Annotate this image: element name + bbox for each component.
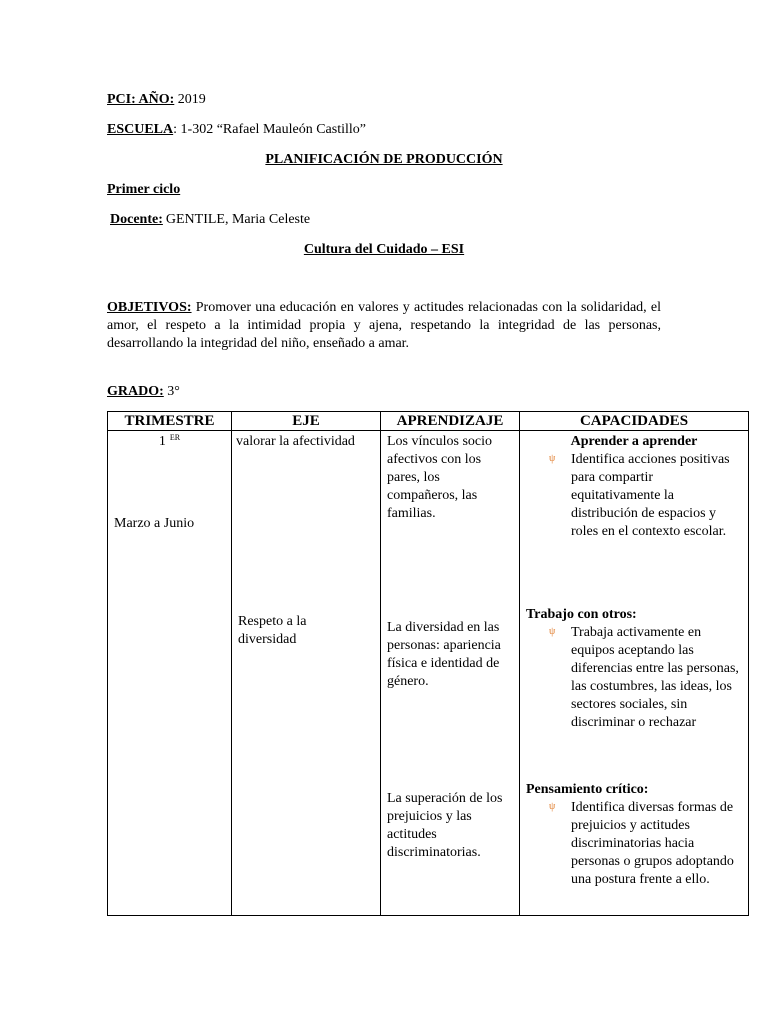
header-capacidades: CAPACIDADES [520,412,749,431]
eje-item: Respeto a la diversidad [238,614,307,647]
escuela-value: : 1-302 “Rafael Mauleón Castillo” [173,122,366,137]
aprendizaje-item: La diversidad en las personas: apariencia física e identidad de género. [387,620,501,689]
trimestre-period: Marzo a Junio [114,516,195,531]
flame-bullet-icon: ψ [549,453,556,464]
pci-line [107,91,206,109]
docente-label: Docente: [110,212,163,227]
objetivos-paragraph [107,299,661,353]
header-aprendizaje: APRENDIZAJE [381,412,520,431]
page-title: PLANIFICACIÓN DE PRODUCCIÓN [265,152,503,167]
capacidad-title: Trabajo con otros: [526,607,637,622]
capacidad-item: Trabaja activamente en equipos aceptando las diferencias entre las personas, las costumbres, las ideas, los sectores sociales, sin discriminar o rechazar [571,625,739,730]
trimestre-suffix: ER [169,433,181,442]
pci-value: 2019 [174,92,206,107]
aprendizaje-cell [381,431,520,916]
escuela-line [107,121,366,139]
planning-table [107,411,749,916]
aprendizaje-item: Los vínculos socio afectivos con los pares, los compañeros, las familias. [387,434,492,521]
table-row [108,431,749,916]
capacidad-title: Aprender a aprender [570,434,698,449]
aprendizaje-item: La superación de los prejuicios y las actitudes discriminatorias. [387,791,503,860]
capacidad-item: Identifica diversas formas de prejuicios y actitudes discriminatorias hacia personas o grupos adoptando una postura frente a ello. [571,800,734,887]
header-eje: EJE [232,412,381,431]
trimestre-cell [108,431,232,916]
pci-label: PCI: AÑO: [107,92,175,107]
grado-line [107,383,180,401]
eje-item: valorar la afectividad [236,434,355,449]
flame-bullet-icon: ψ [549,626,556,637]
header-trimestre: TRIMESTRE [108,412,232,431]
objetivos-text: Promover una educación en valores y actitudes relacionadas con la solidaridad, el amor, el respeto a la intimidad propia y ajena, respetando la integridad de las personas, desarrollando la integridad del niño, enseñado a amar. [107,300,661,351]
table-header-row [108,412,749,431]
eje-cell [232,431,381,916]
capacidad-title: Pensamiento crítico: [526,782,649,797]
capacidades-cell [520,431,749,916]
ciclo-line: Primer ciclo [107,182,181,197]
trimestre-number: 1 $^{ER}$ [158,433,181,449]
docente-value: GENTILE, Maria Celeste [165,212,311,227]
grado-value: 3° [163,384,180,399]
capacidad-item: Identifica acciones positivas para compartir equitativamente la distribución de espacios y roles en el contexto escolar. [571,452,730,539]
grado-label: GRADO: [107,384,164,399]
docente-line [107,211,310,229]
objetivos-label: OBJETIVOS: [107,300,192,315]
flame-bullet-icon: ψ [549,801,556,812]
page-subtitle: Cultura del Cuidado – ESI [303,242,465,257]
escuela-label: ESCUELA [107,122,174,137]
